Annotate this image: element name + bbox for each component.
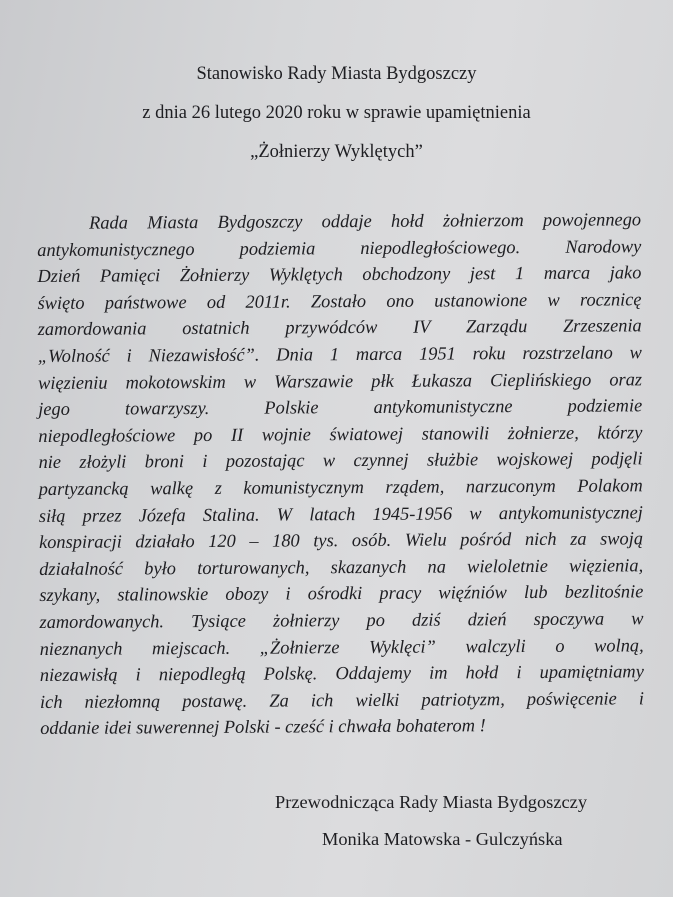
document-body <box>37 206 644 742</box>
body-line: siłą przez Józefa Stalina. W latach 1945-1956 w antykomunistycznej <box>38 501 643 526</box>
body-line: działalność było torturowanych, skazanych na wieloletnie więzienia, <box>39 555 644 579</box>
body-line: zamordowanych. Tysiące żołnierzy po dziś dzień spoczywa w <box>39 608 644 632</box>
body-line: święto państwowe od 2011r. Zostało ono ustanowione w rocznicę <box>37 289 642 313</box>
body-line: jego towarzyszy. Polskie antykomunistyczne podziemie <box>38 395 643 420</box>
body-line: niezawisłą i niepodległą Polskę. Oddajemy im hołd i upamiętniamy <box>39 661 644 686</box>
body-line: konspiracji działało 120 – 180 tys. osób. Wielu pośród nich za swoją <box>38 528 644 553</box>
body-line: Dzień Pamięci Żołnierzy Wyklętych obchodzony jest 1 marca jako <box>37 262 642 287</box>
body-line: „Wolność i Niezawisłość”. Dnia 1 marca 1951 roku rozstrzelano w <box>37 342 642 366</box>
body-line: Rada Miasta Bydgoszczy oddaje hołd żołnierzom powojennego <box>89 209 642 233</box>
header-subject-line: „Żołnierzy Wyklętych” <box>250 142 423 162</box>
body-line: zamordowania ostatnich przywódców IV Zarządu Zrzeszenia <box>37 315 642 340</box>
body-line: ich niezłomną postawę. Za ich wielki patriotyzm, poświęcenie i <box>39 687 645 712</box>
body-line: więzieniu mokotowskim w Warszawie płk Łukasza Cieplińskiego oraz <box>37 368 643 393</box>
header-title-line: Stanowisko Rady Miasta Bydgoszczy <box>196 64 477 84</box>
header-date-line: z dnia 26 lutego 2020 roku w sprawie upamiętnienia <box>142 103 531 123</box>
body-line: nie złożyli broni i pozostając w czynnej służbie wojskowej podjęli <box>38 448 643 473</box>
body-line: nieznanych miejscach. „Żołnierze Wyklęci” walczyli o wolną, <box>39 634 644 659</box>
body-line: szykany, stalinowskie obozy i ośrodki pracy więźniów lub bezlitośnie <box>39 581 644 606</box>
body-line: antykomunistycznego podziemia niepodległościowego. Narodowy <box>37 235 642 260</box>
signature-name: Monika Matowska - Gulczyńska <box>322 829 563 849</box>
document-header <box>0 55 673 172</box>
body-line: oddanie idei suwerennej Polski - cześć i chwała bohaterom ! <box>40 715 486 739</box>
signature-title: Przewodnicząca Rady Miasta Bydgoszczy <box>275 792 588 812</box>
body-line: niepodległościowe po II wojnie światowej stanowili żołnierze, którzy <box>38 422 643 446</box>
body-line: partyzancką walkę z komunistycznym rządem, narzuconym Polakom <box>38 475 643 499</box>
